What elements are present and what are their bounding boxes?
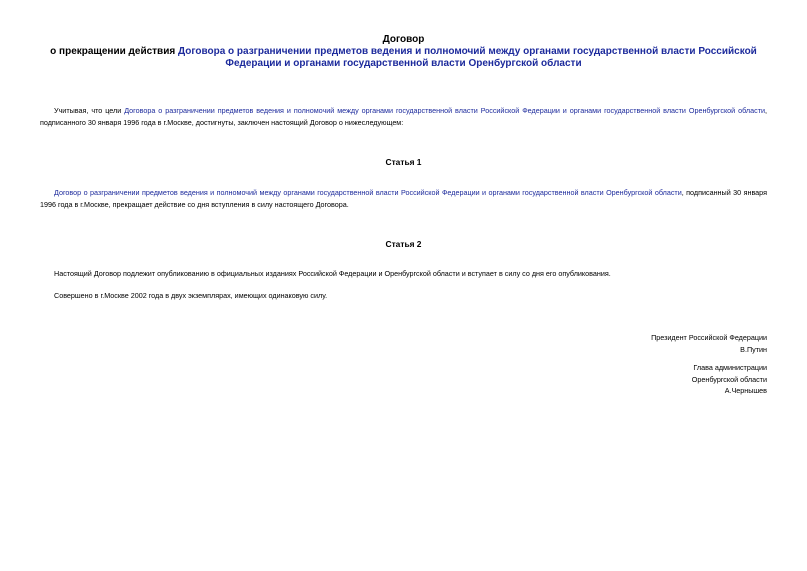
document-title	[40, 34, 767, 70]
governor-title-line-2: Оренбургской области	[691, 374, 767, 384]
article-1-treaty-link[interactable]: Договор о разграничении предметов ведения и полномочий между органами государственной власти Российской Федерации и органами государственной власти Оренбургской области	[54, 188, 682, 197]
governor-signature	[692, 362, 767, 397]
title-treaty-link[interactable]: Договора о разграничении предметов ведения и полномочий между органами государственной власти Российской Федерации и органами государственной власти Оренбургской области	[177, 46, 757, 69]
title-prefix: о прекращении действия	[50, 46, 178, 57]
article-1-heading: Статья 1	[385, 157, 422, 167]
preamble-treaty-link[interactable]: Договора о разграничении предметов ведения и полномочий между органами государственной власти Российской Федерации и органами государственной власти Оренбургской области	[124, 106, 766, 115]
preamble-prefix: Учитывая, что цели	[54, 106, 125, 115]
article-2-heading: Статья 2	[385, 239, 422, 249]
article-2-paragraph: Настоящий Договор подлежит опубликованию в официальных изданиях Российской Федерации и Оренбургской области и вступает в силу со дня его опубликования.	[54, 269, 611, 278]
closing-paragraph: Совершено в г.Москве 2002 года в двух экземплярах, имеющих одинаковую силу.	[54, 291, 328, 300]
president-title: Президент Российской Федерации	[651, 333, 767, 342]
governor-name: А.Чернышев	[724, 386, 767, 395]
title-heading: Договор	[382, 34, 425, 45]
preamble-suffix: , подписанного 30 января 1996 года в г.Москве, достигнуты, заключен настоящий Договор о нижеследующем:	[40, 106, 768, 127]
preamble-paragraph	[40, 105, 767, 128]
article-1-suffix: , подписанный 30 января 1996 года в г.Москве, прекращает действие со дня вступления в силу настоящего Договора.	[40, 188, 767, 209]
president-name: В.Путин	[740, 344, 767, 354]
governor-title-line-1: Глава администрации	[693, 363, 767, 372]
article-1-paragraph	[40, 187, 767, 210]
president-signature	[651, 332, 767, 355]
